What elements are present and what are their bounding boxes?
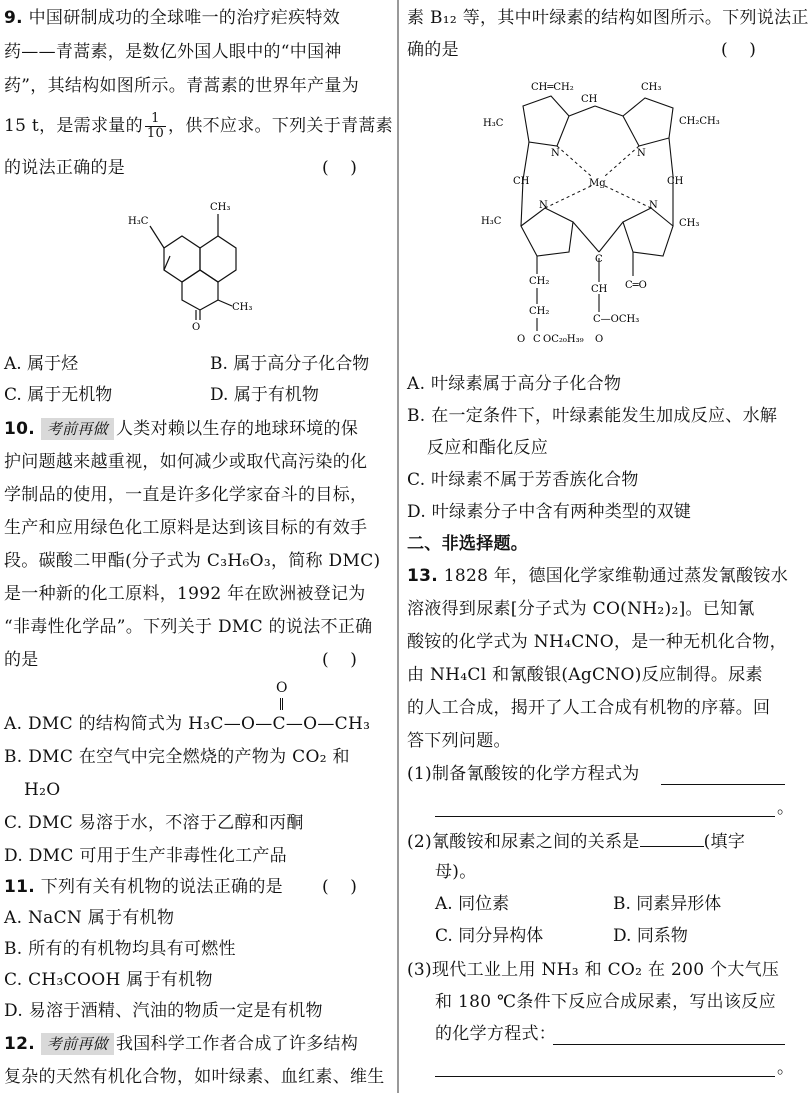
label-ch-top: CH <box>581 94 598 105</box>
q10-line7: “非毒性化学品”。下列关于 DMC 的说法不正确 <box>4 617 373 637</box>
label-ch2-a: CH₂ <box>529 276 550 287</box>
label-o-bottom2: O <box>595 334 604 345</box>
q10-option-a: A. DMC 的结构简式为 H₃C—O—C—O—CH₃ <box>4 714 371 734</box>
q12-option-a: A. 叶绿素属于高分子化合物 <box>407 374 622 394</box>
q13-part1-blank[interactable] <box>661 766 785 785</box>
q10-option-b-cont: H₂O <box>24 780 61 800</box>
q10-line3: 学制品的使用，一直是许多化学家奋斗的目标， <box>4 485 368 505</box>
label-o-bottom: O <box>517 334 526 345</box>
artemisinin-structure <box>120 196 270 336</box>
q13-line1: 13. 1828 年，德国化学家维勒通过蒸发氰酸铵水 <box>407 566 789 586</box>
q9-option-d: D. 属于有机物 <box>210 385 319 405</box>
mol-label-o: O <box>192 322 201 333</box>
q13-line5: 的人工合成，揭开了人工合成有机物的序幕。回 <box>407 698 771 718</box>
q13-line3: 酸铵的化学式为 NH₄CNO，是一种无机化合物， <box>407 632 787 652</box>
q10-line2: 护问题越来越重视，如何减少或取代高污染的化 <box>4 452 368 472</box>
q13-part2: (2)氰酸铵和尿素之间的关系是 (填字 <box>407 828 745 854</box>
label-h3c-left2: H₃C <box>481 216 502 227</box>
q13-line4: 由 NH₄Cl 和氰酸银(AgCNO)反应制得。尿素 <box>407 665 763 685</box>
q13-part3-blank-2[interactable] <box>435 1058 775 1077</box>
q9-line1: 9. 中国研制成功的全球唯一的治疗疟疾特效 <box>4 8 341 28</box>
mol-label-ch3-right: CH₃ <box>232 302 253 313</box>
q12-number: 12. <box>4 1034 36 1054</box>
label-ch-left: CH <box>513 176 530 187</box>
q11-number: 11. <box>4 877 36 897</box>
q11-option-b: B. 所有的有机物均具有可燃性 <box>4 939 236 959</box>
q11-stem: 11. 下列有关有机物的说法正确的是 <box>4 877 283 897</box>
label-ch3-topright: CH₃ <box>641 82 662 93</box>
q13-line6: 答下列问题。 <box>407 731 511 751</box>
q9-answer-paren: ( ) <box>322 158 357 178</box>
label-c-bottom: C <box>533 334 541 345</box>
q10-option-d: D. DMC 可用于生产非毒性化工产品 <box>4 846 287 866</box>
mol-label-ch3-top: CH₃ <box>210 202 231 213</box>
q13-part3-period: 。 <box>777 1058 795 1078</box>
q13-part2-cont: 母)。 <box>435 862 477 882</box>
q10-line8: 的是 <box>4 650 39 670</box>
q13-number: 13. <box>407 566 439 586</box>
q10-answer-paren: ( ) <box>322 650 357 670</box>
label-och3: C—OCH₃ <box>593 314 640 325</box>
label-ch2ch3: CH₂CH₃ <box>679 116 720 127</box>
q10-line1: 10. 考前再做 人类对赖以生存的地球环境的保 <box>4 419 359 439</box>
label-n1: N <box>551 148 560 159</box>
dmc-carbonyl-o: O <box>276 680 288 696</box>
review-tag: 考前再做 <box>41 418 114 440</box>
q13-part1: (1)制备氰酸铵的化学方程式为 <box>407 764 640 784</box>
label-ch: CH <box>591 284 608 295</box>
q13-part3-blank[interactable] <box>553 1026 785 1045</box>
q10-line5: 段。碳酸二甲酯(分子式为 C₃H₆O₃，简称 DMC) <box>4 551 381 571</box>
q11-option-a: A. NaCN 属于有机物 <box>4 908 175 928</box>
label-vinyl: CH═CH₂ <box>531 82 574 93</box>
q12-line3: 素 B₁₂ 等，其中叶绿素的结构如图所示。下列说法正 <box>407 8 809 28</box>
q13-option-a: A. 同位素 <box>435 894 510 914</box>
q12-option-c: C. 叶绿素不属于芳香族化合物 <box>407 470 639 490</box>
q13-part3-line3: 的化学方程式： <box>435 1024 557 1044</box>
q9-number: 9. <box>4 8 23 28</box>
q10-line4: 生产和应用绿色化工原料是达到该目标的有效手 <box>4 518 368 538</box>
q9-line4: 15 t，是需求量的 $\frac{1}{10}$ ，供不应求。下列关于青蒿素 <box>4 111 393 141</box>
q11-option-d: D. 易溶于酒精、汽油的物质一定是有机物 <box>4 1001 323 1021</box>
q13-option-c: C. 同分异构体 <box>435 926 544 946</box>
q12-option-d: D. 叶绿素分子中含有两种类型的双键 <box>407 502 692 522</box>
label-co: C═O <box>625 280 647 291</box>
label-ch2-b: CH₂ <box>529 306 550 317</box>
q13-part2-blank[interactable] <box>640 828 704 847</box>
q9-option-b: B. 属于高分子化合物 <box>210 354 370 374</box>
q12-line4: 确的是 <box>407 40 459 60</box>
q13-part1-period: 。 <box>777 798 795 818</box>
q9-line5: 的说法正确的是 <box>4 158 126 178</box>
q10-number: 10. <box>4 419 36 439</box>
q12-line2: 复杂的天然有机化合物，如叶绿素、血红素、维生 <box>4 1067 385 1087</box>
section-heading: 二、非选择题。 <box>407 534 529 554</box>
q13-option-d: D. 同系物 <box>613 926 688 946</box>
q13-line2: 溶液得到尿素[分子式为 CO(NH₂)₂]。已知氰 <box>407 599 755 619</box>
label-n3: N <box>539 200 548 211</box>
q9-line2: 药——青蒿素，是数亿外国人眼中的“中国神 <box>4 42 342 62</box>
column-divider <box>397 0 399 1093</box>
q10-line6: 是一种新的化工原料，1992 年在欧洲被登记为 <box>4 584 366 604</box>
label-mg: Mg <box>589 178 606 189</box>
label-c-mid: C <box>595 254 603 265</box>
q13-part1-blank-2[interactable] <box>435 798 775 817</box>
q13-option-b: B. 同素异形体 <box>613 894 722 914</box>
fraction: $\frac{1}{10}$ <box>146 111 165 141</box>
dmc-double-bond <box>280 698 283 710</box>
label-oc20h39: OC₂₀H₃₉ <box>543 334 584 345</box>
q11-answer-paren: ( ) <box>322 877 357 897</box>
dmc-formula: H₃C—O—C—O—CH₃ <box>188 714 371 734</box>
q10-option-c: C. DMC 易溶于水，不溶于乙醇和丙酮 <box>4 813 304 833</box>
q13-part3-line1: (3)现代工业上用 NH₃ 和 CO₂ 在 200 个大气压 <box>407 960 780 980</box>
q11-option-c: C. CH₃COOH 属于有机物 <box>4 970 213 990</box>
label-ch-right: CH <box>667 176 684 187</box>
label-ch3-right2: CH₃ <box>679 218 700 229</box>
review-tag: 考前再做 <box>41 1033 114 1055</box>
label-h3c-left: H₃C <box>483 118 504 129</box>
q12-answer-paren: ( ) <box>721 40 756 60</box>
q12-option-b: B. 在一定条件下，叶绿素能发生加成反应、水解 <box>407 406 778 426</box>
q9-line3: 药”，其结构如图所示。青蒿素的世界年产量为 <box>4 76 359 96</box>
q13-part3-line2: 和 180 ℃条件下反应合成尿素，写出该反应 <box>435 992 776 1012</box>
q9-option-a: A. 属于烃 <box>4 354 79 374</box>
label-n2: N <box>637 148 646 159</box>
chlorophyll-structure <box>473 76 733 348</box>
q9-option-c: C. 属于无机物 <box>4 385 113 405</box>
q10-option-b: B. DMC 在空气中完全燃烧的产物为 CO₂ 和 <box>4 747 350 767</box>
q12-line1: 12. 考前再做 我国科学工作者合成了许多结构 <box>4 1034 359 1054</box>
mol-label-h3c: H₃C <box>128 216 149 227</box>
label-n4: N <box>649 200 658 211</box>
q12-option-b-cont: 反应和酯化反应 <box>427 438 549 458</box>
